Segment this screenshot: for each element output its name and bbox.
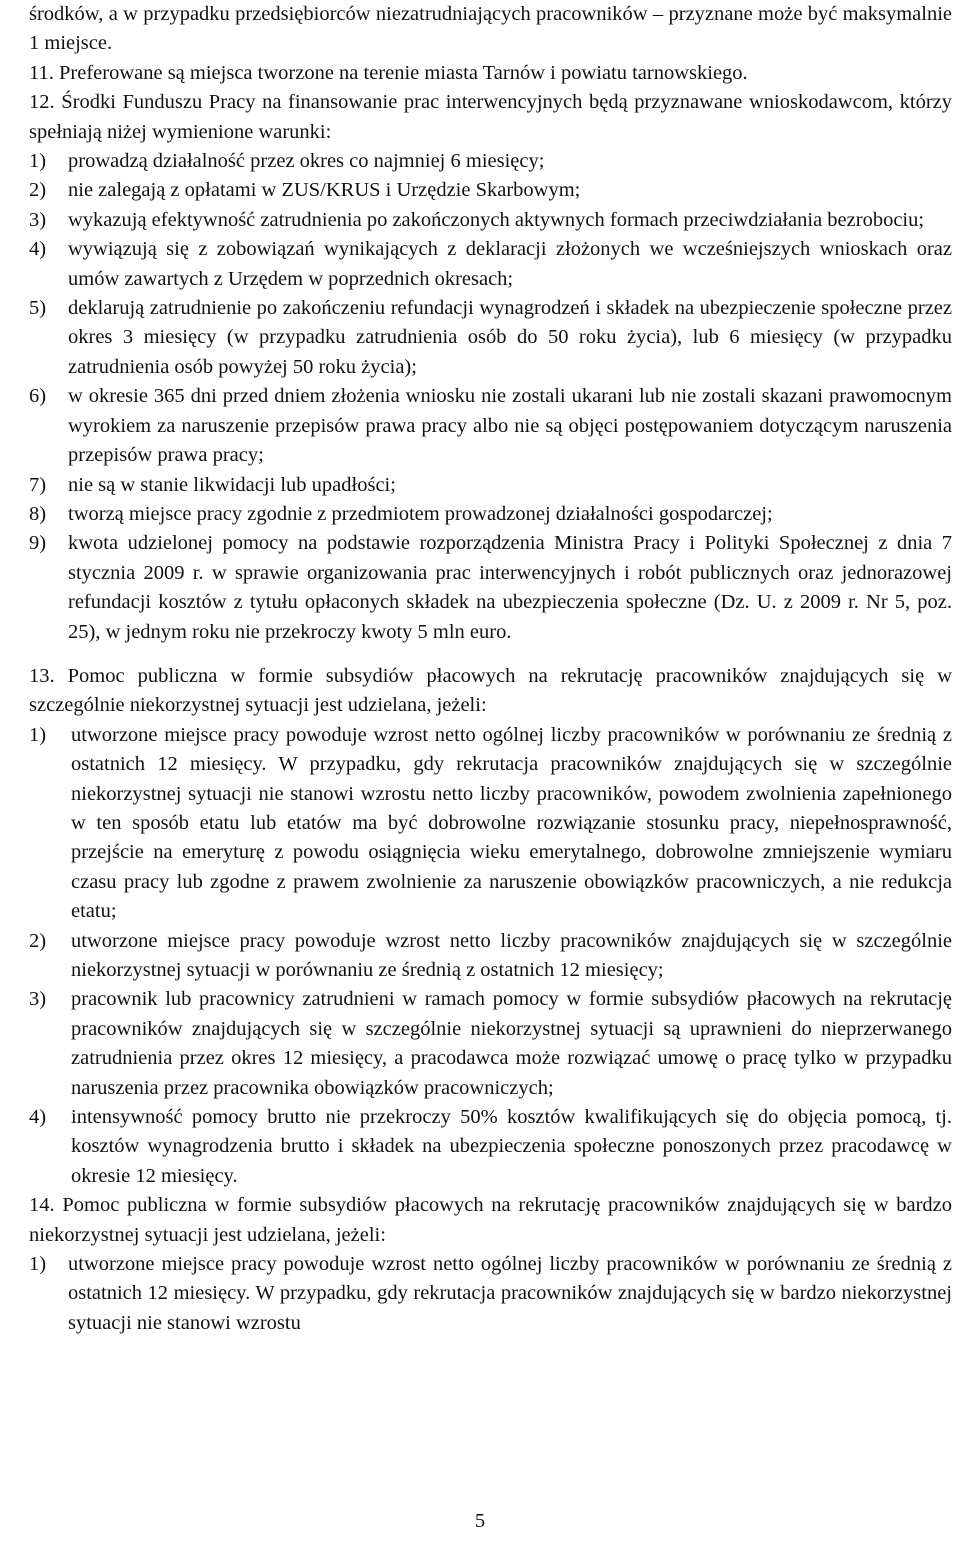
- item-number: 9): [29, 532, 47, 555]
- item-number: 1): [29, 723, 47, 746]
- point-11-text: Preferowane są miejsca tworzone na terenie miasta Tarnów i powiatu tarnowskiego.: [59, 61, 748, 84]
- item-text: utworzone miejsce pracy powoduje wzrost netto ogólnej liczby pracowników w porównaniu ze średnią z ostatnich 12 miesięcy. W przypadku, gdy rekrutacja pracowników znajdujących się w bardzo niekorzystnej sytuacji nie stanowi wzrostu: [68, 1253, 952, 1334]
- item-number: 4): [29, 238, 47, 261]
- item-text: nie są w stanie likwidacji lub upadłości;: [68, 473, 396, 496]
- item-number: 4): [29, 1106, 47, 1129]
- item-number: 1): [29, 150, 47, 173]
- list-item: [29, 529, 952, 647]
- list-item: [29, 985, 952, 1103]
- item-text: utworzone miejsce pracy powoduje wzrost netto liczby pracowników znajdujących się w szczególnie niekorzystnej sytuacji w porównaniu ze średnią z ostatnich 12 miesięcy;: [71, 929, 952, 981]
- item-number: 1): [29, 1253, 47, 1276]
- item-text: utworzone miejsce pracy powoduje wzrost netto ogólnej liczby pracowników w porównaniu ze średnią z ostatnich 12 miesięcy. W przypadku, gdy rekrutacja pracowników znajdujących się w szczególnie niekorzystnej sytuacji nie stanowi wzrostu netto liczby pracowników, powodem zwolnienia zapełnionego w ten sposób etatu lub etatów ma być dobrowolne rozwiązanie stosunku pracy, niepełnosprawność, przejście na emeryturę z powodu osiągnięcia wieku emerytalnego, dobrowolne zmniejszenie wymiaru czasu pracy lub zgodne z prawem zwolnienie za naruszenie obowiązków pracowniczych, a nie redukcja etatu;: [71, 723, 952, 923]
- point-14: [29, 1191, 952, 1338]
- point-13-lead: [29, 662, 952, 721]
- list-item: [29, 176, 952, 205]
- item-number: 6): [29, 385, 47, 408]
- point-12-list: [29, 147, 952, 647]
- item-text: nie zalegają z opłatami w ZUS/KRUS i Urzędzie Skarbowym;: [68, 179, 581, 202]
- item-text: deklarują zatrudnienie po zakończeniu refundacji wynagrodzeń i składek na ubezpieczenie społeczne przez okres 3 miesięcy (w przypadku zatrudnienia osób do 50 roku życia), lub 6 miesięcy (w przypadku zatrudnienia osób powyżej 50 roku życia);: [68, 297, 952, 378]
- item-number: 3): [29, 208, 47, 231]
- list-item: [29, 382, 952, 470]
- item-number: 2): [29, 929, 47, 952]
- list-item: [29, 235, 952, 294]
- point-12-number: 12.: [29, 91, 55, 114]
- point-11-number: 11.: [29, 61, 54, 84]
- point-11: [29, 59, 952, 88]
- list-item: [29, 721, 952, 927]
- list-item: [29, 1103, 952, 1191]
- point-12: [29, 88, 952, 647]
- point-13-text: Pomoc publiczna w formie subsydiów płacowych na rekrutację pracowników znajdujących się w szczególnie niekorzystnej sytuacji jest udzielana, jeżeli:: [29, 664, 953, 717]
- page-number: 5: [474, 1510, 486, 1532]
- item-text: w okresie 365 dni przed dniem złożenia wniosku nie zostali ukarani lub nie zostali skazani prawomocnym wyrokiem za naruszenie przepisów prawa pracy albo nie są objęci postępowaniem dotyczącym naruszenia przepisów prawa pracy;: [68, 385, 952, 467]
- item-text: kwota udzielonej pomocy na podstawie rozporządzenia Ministra Pracy i Polityki Społecznej z dnia 7 stycznia 2009 r. w sprawie organizowania prac interwencyjnych i robót publicznych oraz jednorazowej refundacji kosztów z tytułu opłaconych składek na ubezpieczenia społeczne (Dz. U. z 2009 r. Nr 5, poz. 25), w jednym roku nie przekroczy kwoty 5 mln euro.: [68, 532, 952, 643]
- point-14-lead: [29, 1191, 952, 1250]
- list-item: [29, 927, 952, 986]
- list-item: [29, 206, 952, 235]
- item-number: 2): [29, 179, 47, 202]
- list-item: [29, 294, 952, 382]
- item-text: wykazują efektywność zatrudnienia po zakończonych aktywnych formach przeciwdziałania bezrobociu;: [68, 208, 925, 231]
- item-number: 7): [29, 473, 47, 496]
- point-13-number: 13.: [29, 664, 55, 687]
- list-item: [29, 147, 952, 176]
- point-14-number: 14.: [29, 1194, 55, 1217]
- intro-paragraph: środków, a w przypadku przedsiębiorców niezatrudniających pracowników – przyznane może być maksymalnie 1 miejsce.: [29, 3, 952, 55]
- list-item: [29, 1250, 952, 1338]
- point-12-lead: [29, 88, 952, 147]
- item-text: wywiązują się z zobowiązań wynikających z deklaracji złożonych we wcześniejszych wnioskach oraz umów zawartych z Urzędem w poprzednich okresach;: [68, 238, 952, 290]
- point-14-text: Pomoc publiczna w formie subsydiów płacowych na rekrutację pracowników znajdujących się w bardzo niekorzystnej sytuacji jest udzielana, jeżeli:: [29, 1194, 953, 1246]
- list-item: [29, 471, 952, 500]
- point-13-list: [29, 721, 952, 1192]
- point-14-list: [29, 1250, 952, 1338]
- item-text: tworzą miejsce pracy zgodnie z przedmiotem prowadzonej działalności gospodarczej;: [68, 502, 773, 525]
- item-number: 3): [29, 988, 47, 1011]
- item-text: prowadzą działalność przez okres co najmniej 6 miesięcy;: [68, 150, 545, 173]
- point-12-text: Środki Funduszu Pracy na finansowanie prac interwencyjnych będą przyznawane wnioskodawcom, którzy spełniają niżej wymienione warunki:: [29, 91, 952, 143]
- section-gap: [29, 647, 952, 662]
- item-text: intensywność pomocy brutto nie przekroczy 50% kosztów kwalifikujących się do objęcia pomocą, tj. kosztów wynagrodzenia brutto i składek na ubezpieczenia społeczne ponoszonych przez pracodawcę w okresie 12 miesięcy.: [71, 1106, 952, 1187]
- item-number: 5): [29, 297, 47, 320]
- point-13: [29, 662, 952, 1191]
- item-text: pracownik lub pracownicy zatrudnieni w ramach pomocy w formie subsydiów płacowych na rekrutację pracowników znajdujących się w szczególnie niekorzystnej sytuacji są uprawnieni do nieprzerwanego zatrudnienia przez okres 12 miesięcy, a pracodawca może rozwiązać umowę o pracę tylko w przypadku naruszenia przez pracownika obowiązków pracowniczych;: [71, 988, 952, 1099]
- item-number: 8): [29, 502, 47, 525]
- list-item: [29, 500, 952, 529]
